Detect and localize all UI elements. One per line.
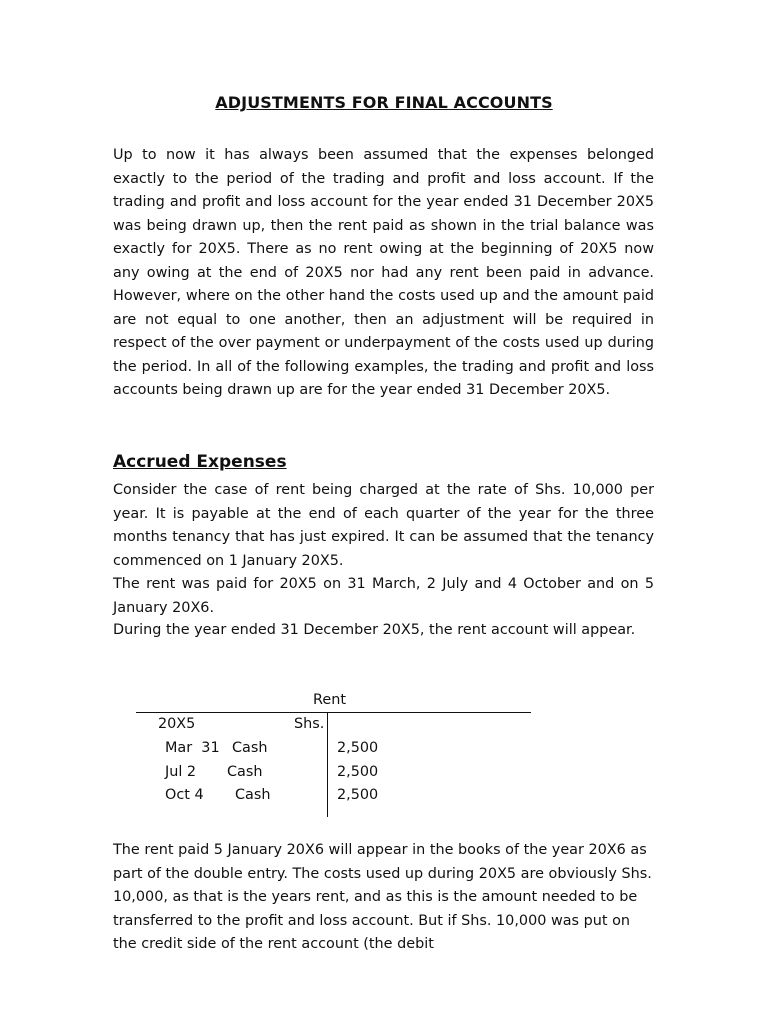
closing-paragraph: The rent paid 5 January 20X6 will appear in the books of the year 20X6 as part of the double entry. The costs used up during 20X5 are obviously Shs. 10,000, as that is the years rent, and as this is the amount needed to be transferred to the profit and loss account. But if Shs. 10,000 was put on the credit side of the rent account (the debit — [113, 842, 652, 952]
t-account-entry-amount: 2,500 — [337, 740, 379, 756]
section-heading-accrued-expenses: Accrued Expenses — [113, 452, 287, 472]
t-account-entry-date: Oct 4 — [165, 787, 204, 803]
section-paragraph-rent-rate: Consider the case of rent being charged at the rate of Shs. 10,000 per year. It is payable at the end of each quarter of the year for the three months tenancy that has just expired. It can be assumed that the tenancy commenced on 1 January 20X5. — [113, 482, 654, 569]
t-account-title: Rent — [313, 692, 346, 708]
t-account-entry-description: Cash — [235, 787, 271, 803]
t-account-vertical-rule — [327, 712, 328, 817]
t-account-currency-header: Shs. — [294, 716, 325, 732]
t-account-entry-description: Cash — [232, 740, 268, 756]
t-account-entry-description: Cash — [227, 764, 263, 780]
t-account-entry-amount: 2,500 — [337, 764, 379, 780]
t-account-year-header: 20X5 — [158, 716, 196, 732]
document-title: ADJUSTMENTS FOR FINAL ACCOUNTS — [215, 93, 553, 112]
t-account-horizontal-rule — [136, 712, 531, 713]
t-account-entry-amount: 2,500 — [337, 787, 379, 803]
section-paragraph-rent-payments: The rent was paid for 20X5 on 31 March, 2 July and 4 October and on 5 January 20X6. — [113, 576, 654, 616]
section-paragraph-rent-account: During the year ended 31 December 20X5, the rent account will appear. — [113, 622, 636, 638]
t-account-entry-date: Jul 2 — [165, 764, 197, 780]
t-account-entry-date: Mar 31 — [165, 740, 220, 756]
intro-paragraph: Up to now it has always been assumed that the expenses belonged exactly to the period of the trading and profit and loss account. If the trading and profit and loss account for the year ended 31 December 20X5 was being drawn up, then the rent paid as shown in the trial balance was exactly for 20X5. There as no rent owing at the beginning of 20X5 now any owing at the end of 20X5 nor had any rent been paid in advance. However, where on the other hand the costs used up and the amount paid are not equal to one another, then an adjustment will be required in respect of the over payment or underpayment of the costs used up during the period. In all of the following examples, the trading and profit and loss accounts being drawn up are for the year ended 31 December 20X5. — [113, 147, 654, 398]
